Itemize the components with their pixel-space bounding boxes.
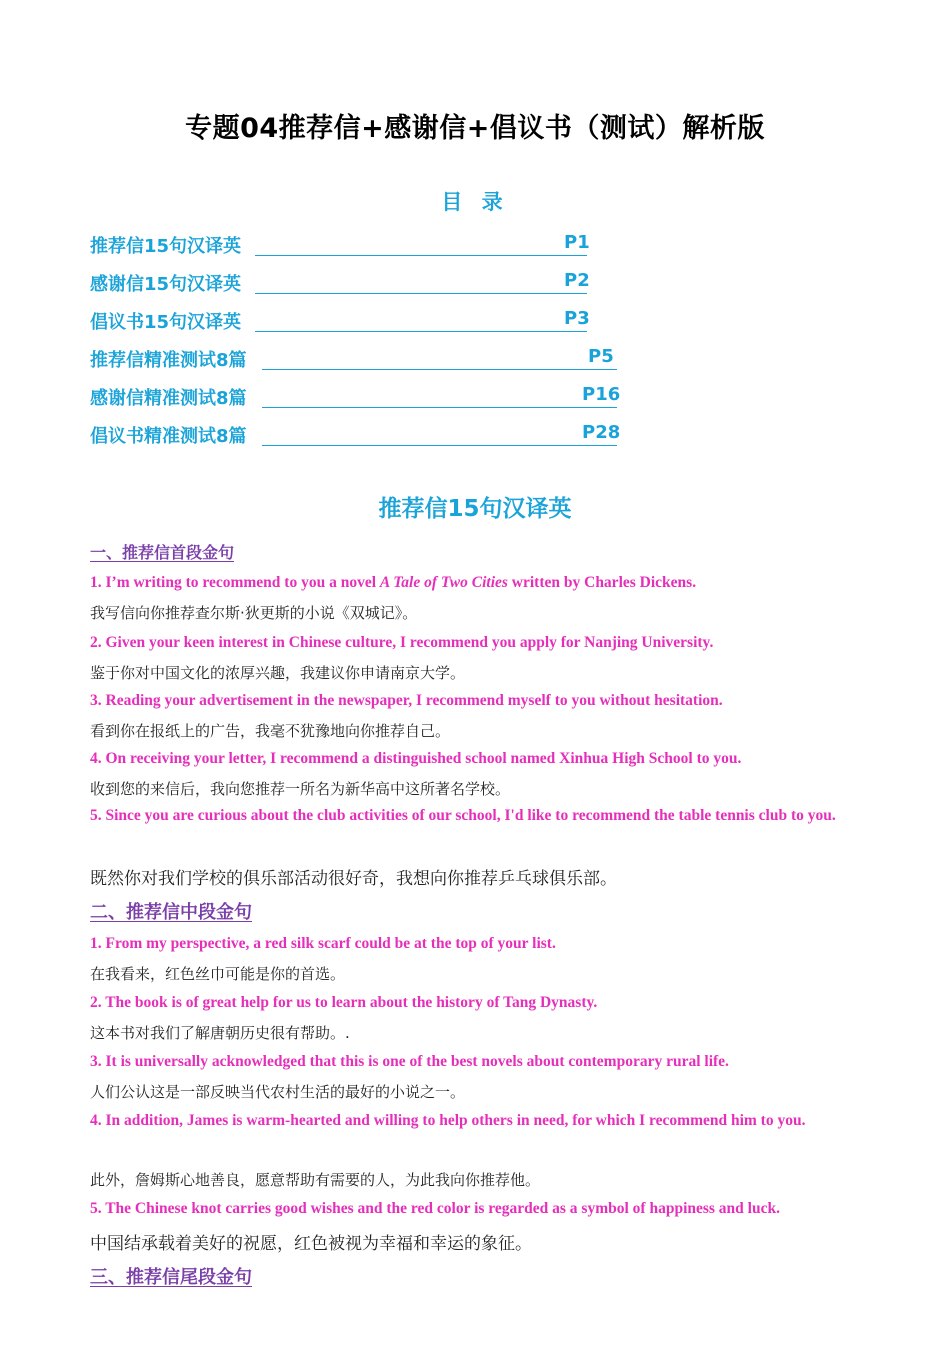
sentence-en: 2. The book is of great help for us to learn about the history of Tang Dynasty. bbox=[90, 994, 598, 1011]
toc-item-page: P28 bbox=[582, 422, 621, 443]
toc-leader-line bbox=[255, 331, 587, 332]
toc-item-2[interactable] bbox=[90, 270, 590, 294]
section-title: 推荐信15句汉译英 bbox=[378, 496, 572, 522]
sentence-zh: 我写信向你推荐查尔斯·狄更斯的小说《双城记》。 bbox=[90, 604, 418, 622]
sentence-zh: 鉴于你对中国文化的浓厚兴趣，我建议你申请南京大学。 bbox=[90, 664, 466, 682]
part-heading-2: 二、推荐信中段金句 bbox=[90, 902, 252, 923]
sentence-zh: 既然你对我们学校的俱乐部活动很好奇，我想向你推荐乒乓球俱乐部。 bbox=[90, 869, 617, 889]
toc-item-label: 感谢信15句汉译英 bbox=[90, 274, 242, 295]
sentence-zh: 在我看来，红色丝巾可能是你的首选。 bbox=[90, 965, 346, 983]
sentence-en: 4. On receiving your letter, I recommend a distinguished school named Xinhua High School to you. bbox=[90, 750, 742, 767]
toc-item-label: 推荐信精准测试8篇 bbox=[90, 350, 247, 371]
sentence-en: 3. Reading your advertisement in the newspaper, I recommend myself to you without hesitation. bbox=[90, 692, 723, 709]
sentence-zh: 此外，詹姆斯心地善良，愿意帮助有需要的人，为此我向你推荐他。 bbox=[90, 1171, 541, 1189]
document-title: 专题04推荐信+感谢信+倡议书（测试）解析版 bbox=[185, 113, 765, 144]
toc-title: 目 录 bbox=[441, 190, 509, 214]
toc-item-label: 推荐信15句汉译英 bbox=[90, 236, 242, 257]
sentence-en: 3. It is universally acknowledged that this is one of the best novels about contemporary rural life. bbox=[90, 1053, 729, 1070]
toc-item-page: P2 bbox=[564, 270, 590, 291]
toc-item-page: P16 bbox=[582, 384, 621, 405]
part-heading-3: 三、推荐信尾段金句 bbox=[90, 1267, 252, 1288]
toc-item-label: 倡议书15句汉译英 bbox=[90, 312, 242, 333]
toc-leader-line bbox=[255, 293, 587, 294]
sentence-en: 5. The Chinese knot carries good wishes and the red color is regarded as a symbol of happiness and luck. bbox=[90, 1200, 780, 1217]
toc-item-1[interactable] bbox=[90, 232, 590, 256]
sentence-en: 5. Since you are curious about the club activities of our school, I'd like to recommend the table tennis club to you. bbox=[90, 807, 836, 824]
toc-item-page: P1 bbox=[564, 232, 590, 253]
toc-item-label: 感谢信精准测试8篇 bbox=[90, 388, 247, 409]
sentence-en: 2. Given your keen interest in Chinese culture, I recommend you apply for Nanjing University. bbox=[90, 634, 714, 651]
toc-leader-line bbox=[262, 407, 617, 408]
sentence-zh: 中国结承载着美好的祝愿，红色被视为幸福和幸运的象征。 bbox=[90, 1234, 532, 1254]
toc-item-page: P3 bbox=[564, 308, 590, 329]
toc-item-6[interactable] bbox=[90, 422, 620, 446]
sentence-zh: 看到你在报纸上的广告，我毫不犹豫地向你推荐自己。 bbox=[90, 722, 451, 740]
toc-item-5[interactable] bbox=[90, 384, 620, 408]
toc-item-3[interactable] bbox=[90, 308, 590, 332]
toc-leader-line bbox=[262, 369, 617, 370]
toc-leader-line bbox=[255, 255, 587, 256]
sentence-zh: 这本书对我们了解唐朝历史很有帮助。. bbox=[90, 1024, 350, 1042]
toc-leader-line bbox=[262, 445, 617, 446]
sentence-zh: 人们公认这是一部反映当代农村生活的最好的小说之一。 bbox=[90, 1083, 466, 1101]
sentence-zh: 收到您的来信后，我向您推荐一所名为新华高中这所著名学校。 bbox=[90, 780, 511, 798]
sentence-en: 1. I’m writing to recommend to you a novel A Tale of Two Cities written by Charles Dickens. bbox=[90, 574, 697, 591]
sentence-en: 4. In addition, James is warm-hearted and willing to help others in need, for which I recommend him to you. bbox=[90, 1112, 806, 1129]
part-heading-1: 一、推荐信首段金句 bbox=[90, 543, 235, 562]
toc-item-4[interactable] bbox=[90, 346, 620, 370]
toc-item-label: 倡议书精准测试8篇 bbox=[90, 426, 247, 447]
sentence-en: 1. From my perspective, a red silk scarf could be at the top of your list. bbox=[90, 935, 556, 952]
toc-item-page: P5 bbox=[588, 346, 614, 367]
